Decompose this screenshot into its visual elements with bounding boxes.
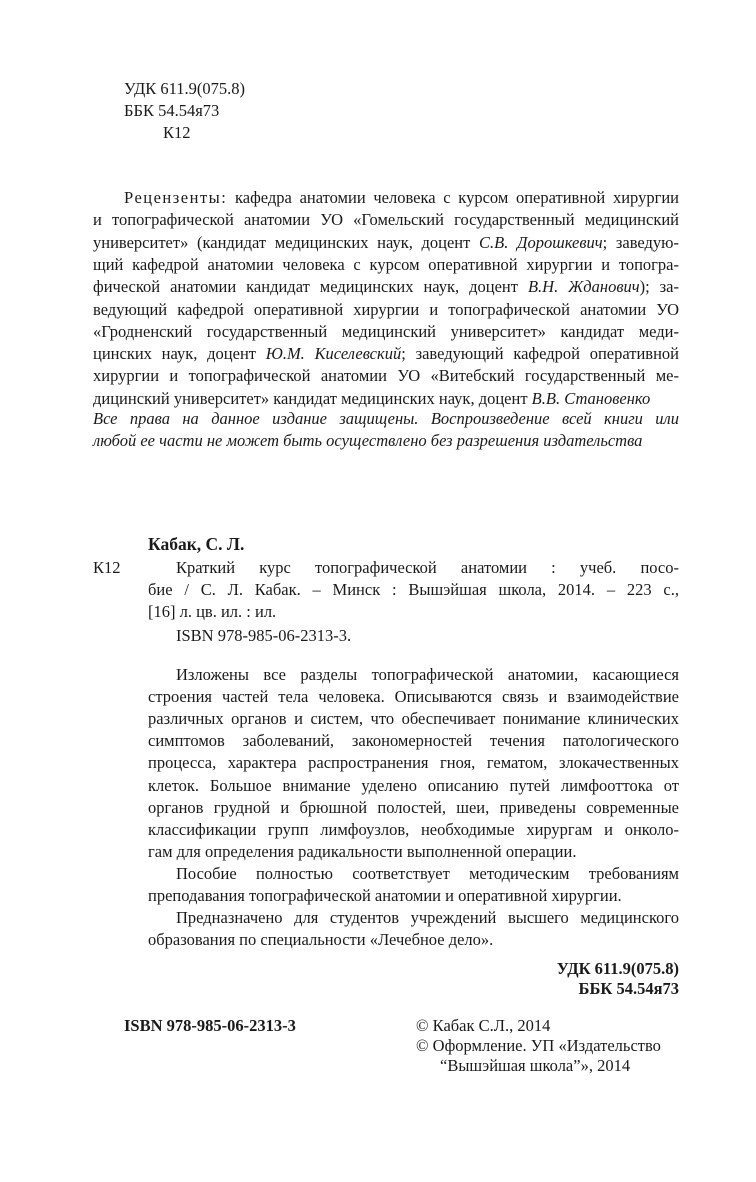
rights-notice-line-1: Все права на данное издание защищены. Воспроизведение всей книги или [93, 409, 679, 428]
card-line-3: [16] л. цв. ил. : ил. [148, 602, 277, 621]
reviewers-line [93, 254, 679, 276]
annotation-line: классификации групп лимфоузлов, необходимые хирургам и онколо- [148, 819, 679, 839]
reviewers-text: цинских наук, доцент [93, 344, 266, 364]
annotation-line: Пособие полностью соответствует методическим требованиям [176, 863, 679, 883]
annotation-line: образования по специальности «Лечебное дело». [148, 930, 494, 950]
annotation-line: различных органов и систем, что обеспечивает понимание клинических [148, 709, 679, 729]
annotation-line: Изложены все разделы топографической анатомии, касающиеся [176, 665, 679, 684]
annotation-line: гам для определения радикальности выполненной операции. [148, 841, 577, 861]
copyright-author: © Кабак С.Л., 2014 [416, 1016, 551, 1035]
card-isbn: ISBN 978-985-06-2313-3. [176, 626, 352, 645]
reviewers-line [93, 321, 679, 343]
reviewers-text: щий кафедрой анатомии человека с курсом оперативной хирургии и топогра- [93, 254, 679, 274]
reviewers-text: кафедра анатомии человека с курсом оперативной хирургии [227, 188, 679, 207]
udk-code-bottom: УДК 611.9(075.8) [556, 959, 679, 978]
reviewers-line [93, 343, 679, 365]
card-line-1: Краткий курс топографической анатомии : учеб. посо- [176, 558, 679, 577]
annotation-line: органов грудной и брюшной полостей, шеи, приведены современные [148, 797, 679, 817]
reviewers-text: ведующий кафедрой оперативной хирургии и топографической анатомии УО [93, 299, 679, 319]
reviewers-line [93, 365, 679, 387]
annotation-line: процесса, характера распространения гноя, гематом, злокачественных [148, 753, 679, 773]
reviewers-text: «Гродненский государственный медицинский университет» кандидат меди- [93, 321, 679, 341]
reviewers-line [93, 209, 679, 231]
reviewers-text: фической анатомии кандидат медицинских наук, доцент [93, 277, 528, 297]
imprint-isbn: ISBN 978-985-06-2313-3 [124, 1016, 296, 1035]
reviewers-line [124, 187, 679, 209]
rights-notice-line-2: любой ее части не может быть осуществлено без разрешения издательства [93, 431, 643, 450]
reviewer-name: В.Н. Жданович [527, 277, 640, 297]
card-line-2: бие / С. Л. Кабак. – Минск : Вышэйшая школа, 2014. – 223 с., [148, 580, 679, 599]
annotation-line: клеток. Большое внимание уделено описанию путей лимфооттока от [148, 775, 679, 795]
reviewers-text: хирургии и топографической анатомии УО «Витебский государственный ме- [93, 366, 679, 386]
reviewer-name: Ю.М. Киселевский [265, 344, 402, 364]
reviewer-name: С.В. Дорошкевич [479, 232, 603, 252]
reviewers-text: и топографической анатомии УО «Гомельский государственный медицинский [93, 210, 679, 230]
reviewer-name: В.В. Становенко [531, 388, 651, 408]
annotation-line: симптомов заболеваний, закономерностей течения патологического [148, 731, 679, 751]
author-mark-top: К12 [163, 123, 191, 142]
card-author: Кабак, С. Л. [148, 534, 245, 554]
reviewers-line [93, 232, 679, 254]
reviewers-text: ; заведующий кафедрой оперативной [401, 344, 680, 364]
udk-code-top: УДК 611.9(075.8) [124, 79, 246, 98]
reviewers-line [93, 299, 679, 321]
bbk-code-bottom: ББК 54.54я73 [578, 979, 679, 998]
card-mark: К12 [93, 558, 121, 577]
reviewers-text: ; заведую- [602, 232, 679, 252]
copyright-design: © Оформление. УП «Издательство [416, 1036, 661, 1055]
copyright-publisher: “Вышэйшая школа”», 2014 [440, 1056, 631, 1075]
reviewers-line [93, 388, 679, 410]
reviewers-text: университет» (кандидат медицинских наук, доцент [93, 232, 480, 252]
bbk-code-top: ББК 54.54я73 [124, 101, 220, 120]
annotation-line: Предназначено для студентов учреждений высшего медицинского [176, 908, 679, 928]
reviewers-text: дицинский университет» кандидат медицинских наук, доцент [93, 388, 532, 408]
reviewers-lead: Рецензенты: [124, 188, 228, 207]
reviewers-line [93, 276, 679, 298]
reviewers-text: ); за- [639, 277, 679, 297]
annotation-line: строения частей тела человека. Описываются связь и взаимодействие [148, 687, 679, 707]
annotation-line: преподавания топографической анатомии и оперативной хирургии. [148, 886, 622, 905]
